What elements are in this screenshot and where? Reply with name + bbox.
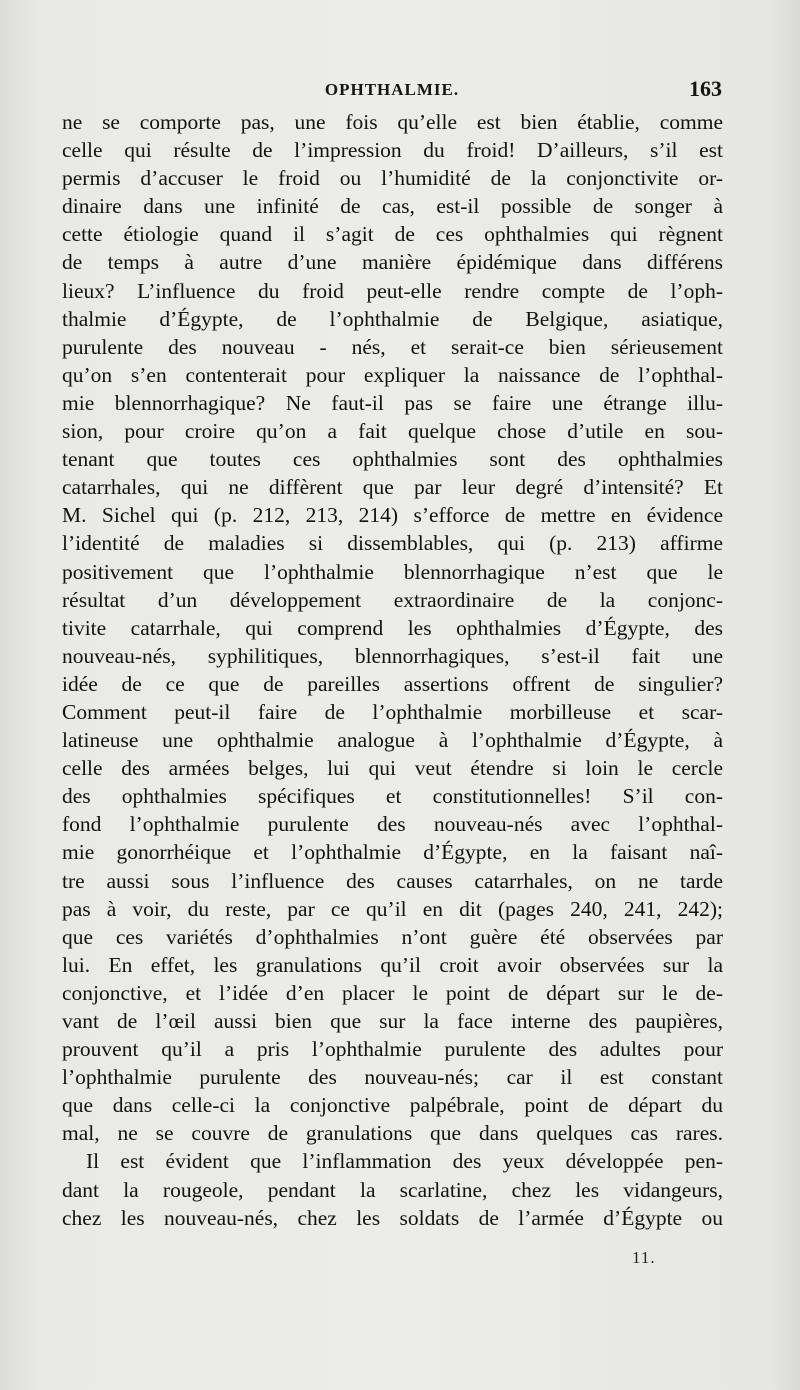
text-line: que dans celle-ci la conjonctive palpébrale, point de départ du [62, 1093, 723, 1118]
text-line: Il est évident que l’inflammation des yeux développée pen- [86, 1149, 723, 1174]
text-line: latineuse une ophthalmie analogue à l’ophthalmie d’Égypte, à [62, 728, 723, 753]
text-line: de temps à autre d’une manière épidémique dans différens [62, 250, 723, 275]
text-line: fond l’ophthalmie purulente des nouveau-nés avec l’ophthal- [62, 812, 723, 837]
text-line: M. Sichel qui (p. 212, 213, 214) s’efforce de mettre en évidence [62, 503, 723, 528]
text-line: qu’on s’en contenterait pour expliquer la naissance de l’ophthal- [62, 362, 723, 387]
paragraph-2 [62, 1147, 723, 1231]
text-line: prouvent qu’il a pris l’ophthalmie purulente des adultes pour [62, 1037, 723, 1062]
text-line: ne se comporte pas, une fois qu’elle est bien établie, comme [62, 110, 723, 134]
text-line: positivement que l’ophthalmie blennorrhagique n’est que le [62, 559, 723, 584]
text-line: permis d’accuser le froid ou l’humidité de la conjonctivite or- [62, 166, 723, 191]
text-line: mie blennorrhagique? Ne faut-il pas se faire une étrange illu- [62, 390, 723, 415]
text-line: nouveau-nés, syphilitiques, blennorrhagiques, s’est-il fait une [62, 643, 723, 668]
body-text [62, 108, 723, 1232]
text-line: l’identité de maladies si dissemblables, qui (p. 213) affirme [62, 531, 723, 556]
text-line: dinaire dans une infinité de cas, est-il possible de songer à [62, 194, 723, 219]
text-line: thalmie d’Égypte, de l’ophthalmie de Belgique, asiatique, [62, 306, 723, 331]
running-title: OPHTHALMIE. [324, 80, 460, 99]
signature-mark: 11. [632, 1248, 656, 1267]
text-line: tenant que toutes ces ophthalmies sont des ophthalmies [62, 447, 723, 472]
page-number: 163 [689, 76, 722, 101]
paragraph-1 [62, 108, 723, 1147]
text-line: pas à voir, du reste, par ce qu’il en dit (pages 240, 241, 242); [62, 896, 723, 921]
page-header [62, 76, 722, 106]
text-line: mie gonorrhéique et l’ophthalmie d’Égypte, en la faisant naî- [62, 840, 723, 865]
text-line: cette étiologie quand il s’agit de ces ophthalmies qui règnent [62, 222, 723, 247]
text-line: vant de l’œil aussi bien que sur la face interne des paupières, [62, 1009, 723, 1033]
text-line: Comment peut-il faire de l’ophthalmie morbilleuse et scar- [62, 699, 723, 724]
text-line: lui. En effet, les granulations qu’il croit avoir observées sur la [62, 952, 723, 977]
text-line: des ophthalmies spécifiques et constitutionnelles! S’il con- [62, 784, 723, 809]
text-line: catarrhales, qui ne diffèrent que par leur degré d’intensité? Et [62, 475, 723, 500]
text-line: que ces variétés d’ophthalmies n’ont guère été observées par [62, 924, 723, 949]
text-line: celle qui résulte de l’impression du froid! D’ailleurs, s’il est [62, 138, 723, 163]
text-line: résultat d’un développement extraordinaire de la conjonc- [62, 587, 723, 612]
text-line: mal, ne se couvre de granulations que dans quelques cas rares. [62, 1121, 723, 1146]
text-line: tre aussi sous l’influence des causes catarrhales, on ne tarde [62, 868, 723, 893]
text-line: celle des armées belges, lui qui veut étendre si loin le cercle [62, 756, 723, 781]
text-line: chez les nouveau-nés, chez les soldats de l’armée d’Égypte ou [62, 1205, 723, 1230]
text-line: idée de ce que de pareilles assertions offrent de singulier? [62, 671, 723, 696]
text-line: dant la rougeole, pendant la scarlatine, chez les vidangeurs, [62, 1177, 723, 1202]
text-line: sion, pour croire qu’on a fait quelque chose d’utile en sou- [62, 419, 723, 444]
text-line: conjonctive, et l’idée d’en placer le point de départ sur le de- [62, 980, 723, 1005]
text-line: tivite catarrhale, qui comprend les ophthalmies d’Égypte, des [62, 615, 723, 640]
text-line: lieux? L’influence du froid peut-elle rendre compte de l’oph- [62, 278, 723, 303]
text-line: purulente des nouveau - nés, et serait-ce bien sérieusement [62, 334, 723, 359]
text-line: l’ophthalmie purulente des nouveau-nés; car il est constant [62, 1065, 723, 1090]
